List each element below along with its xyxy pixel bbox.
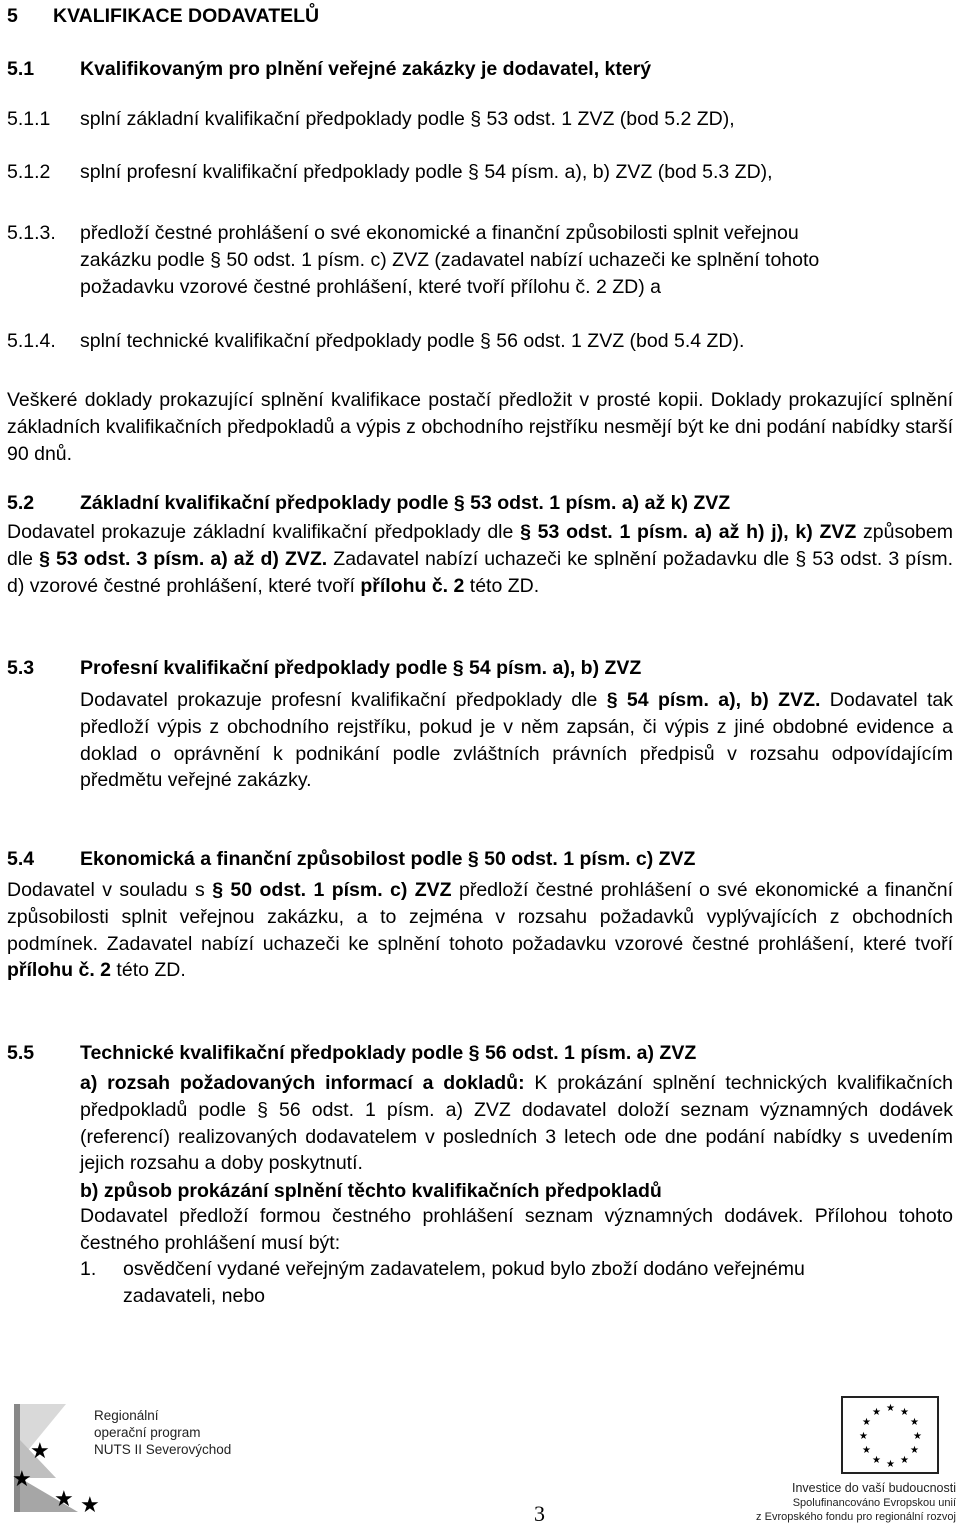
svg-text:★: ★	[862, 1445, 871, 1456]
star-icon: ★	[30, 1438, 50, 1463]
section-5-2-number: 5.2	[7, 492, 35, 514]
rop-logo-line: operační program	[94, 1425, 201, 1440]
list-item-line: osvědčení vydané veřejným zadavatelem, pokud bylo zboží dodáno veřejnému	[123, 1258, 805, 1280]
section-5-5-title: Technické kvalifikační předpoklady podle § 56 odst. 1 písm. a) ZVZ	[80, 1042, 697, 1064]
svg-text:★: ★	[913, 1431, 922, 1442]
svg-text:★: ★	[910, 1417, 919, 1428]
eu-logo	[700, 1395, 958, 1525]
svg-text:★: ★	[859, 1431, 868, 1442]
rop-logo-mark	[8, 1400, 100, 1520]
rop-logo-line: Regionální	[94, 1408, 159, 1423]
section-5-2-title: Základní kvalifikační předpoklady podle § 53 odst. 1 písm. a) až k) ZVZ	[80, 492, 731, 514]
chapter-number: 5	[7, 5, 18, 27]
item-5-1-1-text: splní základní kvalifikační předpoklady podle § 53 odst. 1 ZVZ (bod 5.2 ZD),	[80, 108, 735, 130]
star-icon: ★	[12, 1466, 32, 1491]
section-5-5-paragraph-a: a) rozsah požadovaných informací a dokladů: K prokázání splnění technických kvalifikačních předpokladů podle § 56 odst. 1 písm. a) ZVZ dodavatel doloží seznam významných dodávek (referencí) realizovaných dodavatelem v posledních 3 letech ode dne podání nabídky s uvedením jejich rozsahu a doby poskytnutí.	[80, 1072, 953, 1175]
svg-text:★: ★	[872, 1455, 881, 1466]
item-5-1-4-number: 5.1.4.	[7, 330, 56, 352]
eu-logo-line: Investice do vaší budoucnosti	[792, 1481, 956, 1495]
eu-flag-icon	[840, 1395, 940, 1475]
section-5-5-number: 5.5	[7, 1042, 35, 1064]
item-5-1-3-line: předloží čestné prohlášení o své ekonomické a finanční způsobilosti splnit veřejnou	[80, 222, 799, 244]
section-5-3-number: 5.3	[7, 657, 35, 679]
svg-text:★: ★	[872, 1407, 881, 1418]
rop-logo-line: NUTS II Severovýchod	[94, 1442, 232, 1457]
svg-text:★: ★	[886, 1403, 895, 1414]
chapter-title: KVALIFIKACE DODAVATELŮ	[53, 5, 320, 27]
section-5-5-paragraph-b: Dodavatel předloží formou čestného prohlášení seznam významných dodávek. Přílohou tohoto čestného prohlášení musí být:	[80, 1205, 953, 1254]
section-5-3-paragraph: Dodavatel prokazuje profesní kvalifikační předpoklady dle § 54 písm. a), b) ZVZ. Dodavatel tak předloží výpis z obchodního rejstříku, pokud je v něm zapsán, či výpis z jiné obdobné evidence a doklad o oprávnění k podnikání podle zvláštních právních předpisů v rozsahu odpovídajícím předmětu veřejné zakázky.	[80, 689, 953, 792]
section-5-1-title: Kvalifikovaným pro plnění veřejné zakázky je dodavatel, který	[80, 58, 652, 80]
item-5-1-4-text: splní technické kvalifikační předpoklady podle § 56 odst. 1 ZVZ (bod 5.4 ZD).	[80, 330, 745, 352]
star-icon: ★	[80, 1492, 100, 1517]
list-marker: 1.	[80, 1258, 97, 1280]
section-5-5-subheading-b: b) způsob prokázání splnění těchto kvalifikačních předpokladů	[80, 1180, 662, 1202]
eu-logo-line: z Evropského fondu pro regionální rozvoj	[756, 1511, 956, 1523]
item-5-1-3-number: 5.1.3.	[7, 222, 56, 244]
section-5-3-title: Profesní kvalifikační předpoklady podle § 54 písm. a), b) ZVZ	[80, 657, 642, 679]
section-5-4-title: Ekonomická a finanční způsobilost podle § 50 odst. 1 písm. c) ZVZ	[80, 848, 696, 870]
section-5-2-paragraph: Dodavatel prokazuje základní kvalifikační předpoklady dle § 53 odst. 1 písm. a) až h) j), k) ZVZ způsobem dle § 53 odst. 3 písm. a) až d) ZVZ. Zadavatel nabízí uchazeči ke splnění požadavku dle § 53 odst. 3 písm. d) vzorové čestné prohlášení, které tvoří přílohu č. 2 této ZD.	[7, 521, 953, 597]
star-icon: ★	[54, 1486, 74, 1511]
item-5-1-1-number: 5.1.1	[7, 108, 51, 130]
svg-text:★: ★	[900, 1455, 909, 1466]
svg-text:★: ★	[862, 1417, 871, 1428]
svg-text:★: ★	[886, 1459, 895, 1470]
item-5-1-2-text: splní profesní kvalifikační předpoklady podle § 54 písm. a), b) ZVZ (bod 5.3 ZD),	[80, 161, 773, 183]
page-number: 3	[534, 1501, 545, 1526]
rop-logo	[8, 1400, 232, 1520]
section-5-4-paragraph: Dodavatel v souladu s § 50 odst. 1 písm. c) ZVZ předloží čestné prohlášení o své ekonomické a finanční způsobilosti splnit veřejnou zakázku, a to zejména v rozsahu požadavků vyplývajících z obchodních podmínek. Zadavatel nabízí uchazeči ke splnění tohoto požadavku vzorové čestné prohlášení, které tvoří přílohu č. 2 této ZD.	[7, 879, 953, 982]
svg-text:★: ★	[900, 1407, 909, 1418]
item-5-1-3-line: zakázku podle § 50 odst. 1 písm. c) ZVZ (zadavatel nabízí uchazeči ke splnění tohoto	[80, 249, 820, 271]
copies-paragraph: Veškeré doklady prokazující splnění kvalifikace postačí předložit v prosté kopii. Doklady prokazující splnění základních kvalifikačních předpokladů a výpis z obchodního rejstříku nesmějí být ke dni podání nabídky starší 90 dnů.	[7, 389, 953, 465]
eu-logo-line: Spolufinancováno Evropskou unií	[792, 1497, 956, 1509]
list-item-line: zadavateli, nebo	[123, 1285, 266, 1307]
section-5-4-number: 5.4	[7, 848, 35, 870]
item-5-1-2-number: 5.1.2	[7, 161, 51, 183]
svg-text:★: ★	[910, 1445, 919, 1456]
section-5-1-number: 5.1	[7, 58, 35, 80]
item-5-1-3-line: požadavku vzorové čestné prohlášení, které tvoří přílohu č. 2 ZD) a	[80, 276, 661, 298]
